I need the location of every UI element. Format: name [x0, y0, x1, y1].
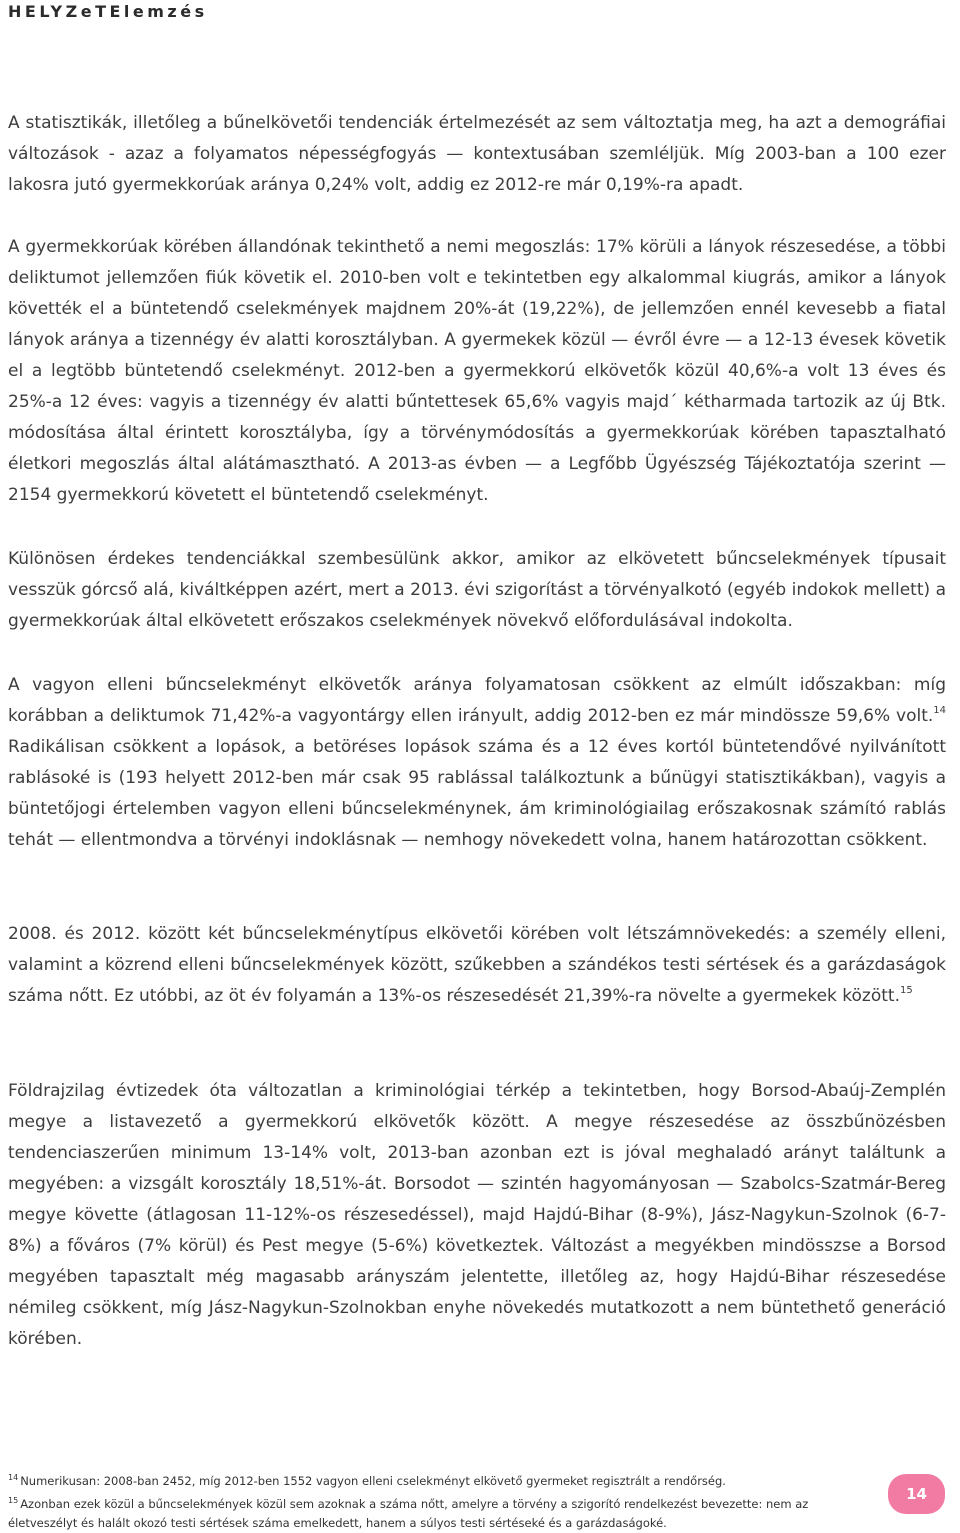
footnote-number: 15: [8, 1496, 19, 1505]
paragraph-violent-crime: [8, 919, 946, 1012]
paragraph-property-crime-part1: A vagyon elleni bűncselekményt elkövetők aránya folyamatosan csökkent az elmúlt időszakban: míg korábban a deliktumok 71,42%-a vagyontárgy ellen irányult, addig 2012-ben ez már mindössze 59,6% volt.: [8, 675, 946, 726]
footnote-14: [8, 1468, 858, 1491]
paragraph-property-crime: [8, 670, 946, 856]
paragraph-crime-types: Különösen érdekes tendenciákkal szembesülünk akkor, amikor az elkövetett bűncselekmények típusait vesszük górcső alá, kiváltképpen azért, mert a 2013. évi szigorítást a törvényalkotó (egyéb indokok mellett) a gyermekkorúak által elkövetett erőszakos cselekmények növekvő előfordulásával indokolta.: [8, 549, 946, 631]
footnote-text: Numerikusan: 2008-ban 2452, míg 2012-ben 1552 vagyon elleni cselekményt elkövető gyermeket regisztrált a rendőrség.: [20, 1474, 726, 1488]
paragraph-geography: Földrajzilag évtizedek óta változatlan a kriminológiai térkép a tekintetben, hogy Borsod-Abaúj-Zemplén megye a listavezető a gyermekkorú elkövetők között. A megye részesedése az összbűnözésben tendenciaszerűen minimum 13-14% volt, 2013-ban azonban ezt is jóval meghaladó arányt találtunk a megyében: a vizsgált korosztály 18,51%-át. Borsodot — szintén hagyományosan — Szabolcs-Szatmár-Bereg megye követte (átlagosan 11-12%-os részesedéssel), majd Hajdú-Bihar (8-9%), Jász-Nagykun-Szolnok (6-7-8%) a főváros (7% körül) és Pest megye (5-6%) következtek. Változást a megyékben mindösszse a Borsod megyében tapasztalt még magasabb arányszám jelentette, illetőleg az, hogy Hajdú-Bihar részesedése némileg csökkent, míg Jász-Nagykun-Szolnokban enyhe növekedés mutatkozott a nem büntethető generáció körében.: [8, 1081, 946, 1349]
footnote-text: Azonban ezek közül a bűncselekmények közül sem azoknak a száma nőtt, amelyre a törvény a szigorító rendelkezést bevezette: nem az életveszélyt és halált okozó testi sértések száma emelkedett, hanem a súlyos testi sértéseké és a garázdaságoké.: [8, 1497, 809, 1530]
paragraph-demographics: A statisztikák, illetőleg a bűnelkövetői tendenciák értelmezését az sem változtatja meg, ha azt a demográfiai változások - azaz a folyamatos népességfogyás — kontextusában szemléljük. Míg 2003-ban a 100 ezer lakosra jutó gyermekkorúak aránya 0,24% volt, addig ez 2012-re már 0,19%-ra apadt.: [8, 113, 946, 195]
paragraph-violent-crime-text: 2008. és 2012. között két bűncselekménytípus elkövetői körében volt létszámnövekedés: a személy elleni, valamint a közrend elleni bűncselekmények között, szűkebben a szándékos testi sértések és a garázdaságok száma nőtt. Ez utóbbi, az öt év folyamán a 13%-os részesedését 21,39%-ra növelte a gyermekek között.: [8, 924, 946, 1006]
running-header-title: HELYZeTElemzés: [8, 2, 208, 21]
footnotes: [8, 1468, 858, 1533]
footnote-15: [8, 1491, 858, 1533]
page-number-badge: [888, 1474, 945, 1514]
footnote-ref-15[interactable]: 15: [899, 985, 913, 996]
paragraph-property-crime-part2: Radikálisan csökkent a lopások, a betöréses lopások száma és a 12 éves kortól büntetendővé nyilvánított rablásoké is (193 helyett 2012-ben már csak 95 rablással találkoztunk a bűnügyi statisztikákban), vagyis a büntetőjogi értelemben vagyon elleni bűncselekménynek, ám kriminológiailag erőszakosnak számító rablás tehát — ellentmondva a törvényi indoklásnak — nemhogy növekedett volna, hanem határozottan csökkent.: [8, 737, 946, 850]
footnote-number: 14: [8, 1473, 19, 1482]
paragraph-gender-distribution: A gyermekkorúak körében állandónak tekinthető a nemi megoszlás: 17% körüli a lányok részesedése, a többi deliktumot jellemzően fiúk követik el. 2010-ben volt e tekintetben egy alkalommal kiugrás, amikor a lányok követték el a büntetendő cselekmények majdnem 20%-át (19,22%), de jellemzően ennél kevesebb a fiatal lányok aránya a tizennégy év alatti korosztályban. A gyermekek közül — évről évre — a 12-13 évesek követik el a legtöbb büntetendő cselekményt. 2012-ben a gyermekkorú elkövetők közül 40,6%-a volt 13 éves és 25%-a 12 éves: vagyis a tizennégy év alatti bűntettesek 65,6% vagyis majd´ kétharmada tartozik az új Btk. módosítása által érintett korosztályba, így a törvénymódosítás a gyermekkorúak körében tapasztalható életkori megoszlás által alátámasztható. A 2013-as évben — a Legfőbb Ügyészség Tájékoztatója szerint — 2154 gyermekkorú követett el büntetendő cselekményt.: [8, 237, 946, 505]
page-number: 14: [906, 1485, 927, 1503]
footnote-ref-14[interactable]: 14: [933, 705, 946, 716]
